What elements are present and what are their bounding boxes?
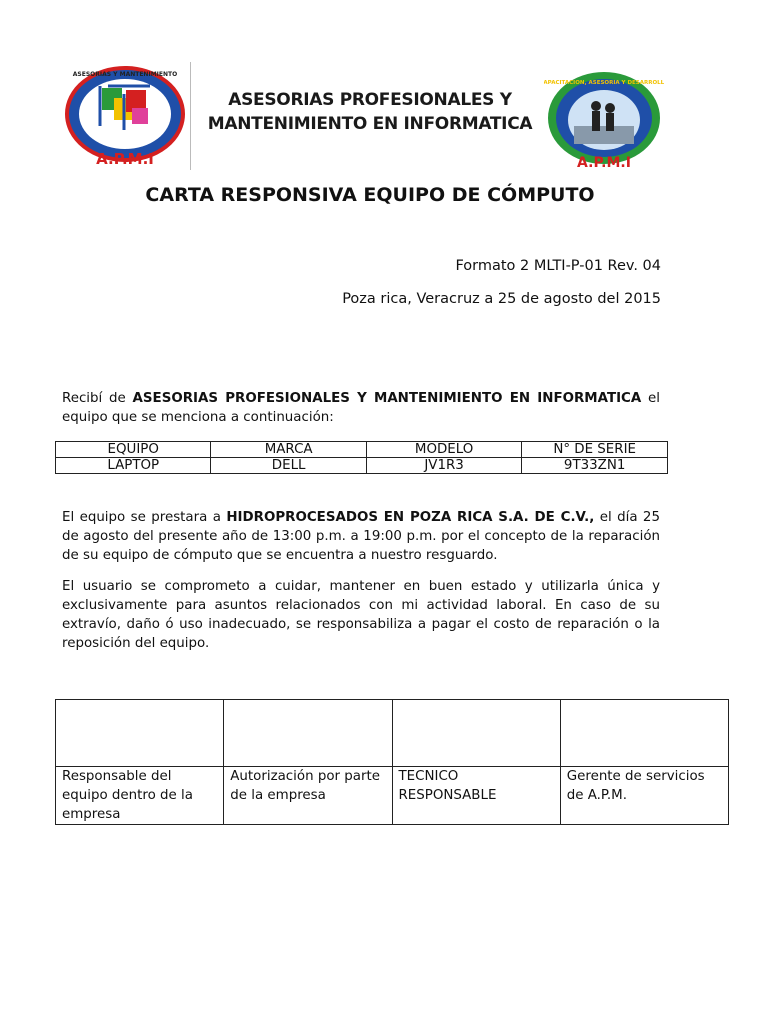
paragraph-commitment: El usuario se comprometo a cuidar, mantener en buen estado y utilizarla única y exclusivamente para asuntos relacionados con mi actividad laboral. En caso de su extravío, daño ó uso inadecuado, se responsabiliza a pagar el costo de reparación o la reposición del equipo. xyxy=(62,579,660,651)
svg-text:A.P.M.I: A.P.M.I xyxy=(577,155,631,171)
company-name-line1: ASESORIAS PROFESIONALES Y xyxy=(228,90,512,110)
loan-text-a: El equipo se prestara a xyxy=(62,510,227,525)
table-header-row xyxy=(56,442,668,458)
cell-equipo: LAPTOP xyxy=(56,458,211,474)
signature-table xyxy=(55,699,729,825)
header-marca: MARCA xyxy=(211,442,366,458)
company-name xyxy=(180,88,560,136)
signature-label-autorizacion: Autorización por parte de la empresa xyxy=(224,767,392,825)
paragraph-loan xyxy=(62,508,660,565)
svg-text:CAPACITACION, ASESORIA Y DESAR: CAPACITACION, ASESORIA Y DESARROLLO xyxy=(544,80,664,86)
signature-label-tecnico: TECNICO RESPONSABLE xyxy=(392,767,560,825)
receipt-text-a: Recibí de xyxy=(62,391,133,406)
loan-text-c: el día 25 de agosto del presente año de 13:00 p.m. a 19:00 p.m. por el concepto de la reparación de su equipo de cómputo que se encuentra a nuestro resguardo. xyxy=(62,510,660,563)
signature-label-row xyxy=(56,767,729,825)
receipt-company: ASESORIAS PROFESIONALES Y MANTENIMIENTO EN INFORMATICA xyxy=(132,391,642,406)
place-date: Poza rica, Veracruz a 25 de agosto del 2015 xyxy=(342,291,661,307)
company-name-line2: MANTENIMIENTO EN INFORMATICA xyxy=(207,114,533,134)
svg-text:A.P.M.I: A.P.M.I xyxy=(96,150,154,168)
signature-space xyxy=(224,700,392,767)
signature-space xyxy=(392,700,560,767)
signature-space-row xyxy=(56,700,729,767)
table-row xyxy=(56,458,668,474)
document-title: CARTA RESPONSIVA EQUIPO DE CÓMPUTO xyxy=(145,184,595,206)
loan-company: HIDROPROCESADOS EN POZA RICA S.A. DE C.V., xyxy=(226,510,595,525)
signature-label-responsable: Responsable del equipo dentro de la empresa xyxy=(56,767,224,825)
signature-space xyxy=(56,700,224,767)
company-logo-left xyxy=(62,64,188,172)
cell-marca: DELL xyxy=(211,458,366,474)
format-code: Formato 2 MLTI-P-01 Rev. 04 xyxy=(455,258,661,274)
paragraph-receipt xyxy=(62,389,660,427)
signature-label-gerente: Gerente de servicios de A.P.M. xyxy=(560,767,728,825)
header-equipo: EQUIPO xyxy=(56,442,211,458)
equipment-table xyxy=(55,441,668,474)
cell-modelo: JV1R3 xyxy=(366,458,521,474)
company-logo-right xyxy=(544,70,664,172)
header-modelo: MODELO xyxy=(366,442,521,458)
receipt-text-c: el equipo que se menciona a continuación: xyxy=(62,391,660,425)
svg-text:ASESORIAS Y MANTENIMIENTO: ASESORIAS Y MANTENIMIENTO xyxy=(72,71,178,78)
header-serie: N° DE SERIE xyxy=(522,442,668,458)
signature-space xyxy=(560,700,728,767)
cell-serie: 9T33ZN1 xyxy=(522,458,668,474)
